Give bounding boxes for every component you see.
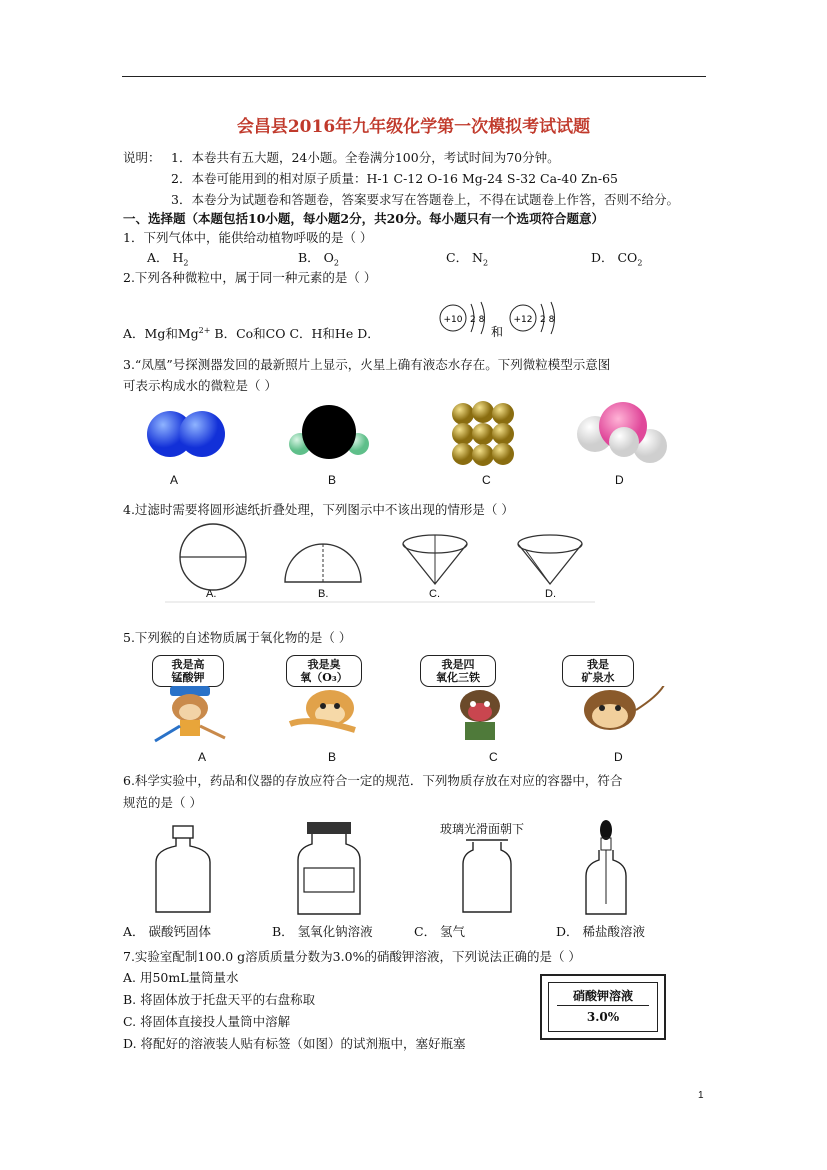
atom1-core: +10 <box>443 315 463 325</box>
q5-bubble-a: 我是高 锰酸钾 <box>152 655 224 687</box>
q3-stem-line2: 可表示构成水的微粒是（ ） <box>123 378 277 393</box>
q5-label-d: D <box>614 750 623 764</box>
note-3: 3．本卷分为试题卷和答题卷，答案要求写在答题卷上，不得在试题卷上作答，否则不给分。 <box>171 192 679 207</box>
q2-options: A．Mg和$Mg^{2+}$ B．Co和CO C．H和He D． <box>123 325 380 341</box>
q4-label-b: B. <box>318 588 329 600</box>
molecule-b <box>289 405 369 459</box>
q5-bubble-b: 我是臭 氧（O₃） <box>286 655 362 687</box>
q2-stem: 2.下列各种微粒中，属于同一种元素的是（ ） <box>123 270 377 285</box>
reagent-label-value: 3.0% <box>586 1010 620 1024</box>
q7-option-c: C. 将固体直接投人量筒中溶解 <box>123 1014 291 1029</box>
q4-filter-paper-figures <box>165 522 595 606</box>
q4-label-d: D. <box>545 588 556 600</box>
dropper-bottle-icon <box>586 820 626 914</box>
q5-label-b: B <box>328 750 337 764</box>
atom-and: 和 <box>491 325 504 339</box>
wide-mouth-bottle-icon <box>156 826 210 912</box>
atom2-shells: 2 8 <box>540 315 555 325</box>
header-rule <box>122 76 706 77</box>
monkey-b-icon <box>290 690 355 730</box>
q3-label-a: A <box>170 473 179 487</box>
q5-label-c: C <box>489 750 498 764</box>
q3-label-d: D <box>615 473 624 487</box>
filter-figure-b <box>285 544 361 582</box>
q6-option-b: B． 氢氧化钠溶液 <box>272 924 373 939</box>
q7-option-a: A. 用50mL量筒量水 <box>123 970 239 985</box>
q1-option-b: B． $O_2$ <box>298 250 340 268</box>
q1-stem: 1．下列气体中，能供给动植物呼吸的是（ ） <box>123 230 373 245</box>
q7-option-d: D. 将配好的溶液装人贴有标签（如图）的试剂瓶中，塞好瓶塞 <box>123 1036 466 1051</box>
page-title: 会昌县2016年九年级化学第一次模拟考试试题 <box>236 117 591 137</box>
q5-monkey-illustrations <box>140 686 700 746</box>
q1-option-d: D． $CO_2$ <box>591 250 643 268</box>
q5-stem: 5.下列猴的自述物质属于氧化物的是（ ） <box>123 630 352 645</box>
q3-label-b: B <box>328 473 337 487</box>
molecule-c <box>452 401 514 466</box>
q1-option-c: C． $N_2$ <box>446 250 489 268</box>
gas-jar-icon <box>463 840 511 912</box>
q1-option-a: A． $H_2$ <box>147 250 189 268</box>
q4-label-a: A. <box>206 588 217 600</box>
q5-bubble-c: 我是四 氧化三铁 <box>420 655 496 687</box>
q6-option-c: C． 氢气 <box>414 924 466 939</box>
q6-option-a: A． 碳酸钙固体 <box>123 924 212 939</box>
monkey-d-icon <box>584 686 666 730</box>
notes-prefix: 说明： <box>123 150 161 165</box>
q3-molecule-models <box>140 398 700 470</box>
atom1-shells: 2 8 <box>470 315 485 325</box>
q4-label-c: C. <box>429 588 440 600</box>
section-heading: 一、选择题（本题包括10小题，每小题2分，共20分。每小题只有一个选项符合题意） <box>123 211 604 226</box>
monkey-c-icon <box>460 690 500 740</box>
q6-stem-line1: 6.科学实验中，药品和仪器的存放应符合一定的规范．下列物质存放在对应的容器中，符合 <box>123 773 623 788</box>
filter-figure-c <box>403 535 467 584</box>
reagent-bottle-with-label-icon <box>298 822 360 914</box>
reagent-label-figure <box>540 974 666 1040</box>
atom-diagrams <box>435 298 575 342</box>
atom-structure-neon <box>440 302 485 334</box>
q6-option-d: D． 稀盐酸溶液 <box>556 924 645 939</box>
monkey-a-icon <box>155 686 225 741</box>
reagent-label-inner <box>548 982 658 1032</box>
note-1: 1．本卷共有五大题，24小题。全卷满分100分，考试时间为70分钟。 <box>171 150 560 165</box>
q3-stem-line1: 3.“凤凰”号探测器发回的最新照片上显示，火星上确有液态水存在。下列微粒模型示意图 <box>123 357 611 372</box>
q5-bubble-d: 我是 矿泉水 <box>562 655 634 687</box>
q6-stem-line2: 规范的是（ ） <box>123 795 202 810</box>
q3-label-c: C <box>482 473 491 487</box>
reagent-label-divider <box>557 1005 649 1006</box>
q5-label-a: A <box>198 750 207 764</box>
reagent-label-name: 硝酸钾溶液 <box>572 989 633 1003</box>
q6-caption: 玻璃光滑面朝下 <box>440 822 525 836</box>
note-2: 2．本卷可能用到的相对原子质量：H-1 C-12 O-16 Mg-24 S-32 Ca-40 Zn-65 <box>171 171 618 186</box>
q7-stem: 7.实验室配制100.0 g溶质质量分数为3.0%的硝酸钾溶液，下列说法正确的是（ ） <box>123 949 581 964</box>
atom2-core: +12 <box>513 315 533 325</box>
q4-stem: 4.过滤时需要将圆形滤纸折叠处理，下列图示中不该出现的情形是（ ） <box>123 502 514 517</box>
atom-structure-magnesium <box>510 302 555 334</box>
page-number: 1 <box>698 1090 704 1101</box>
q7-option-b: B. 将固体放于托盘天平的右盘称取 <box>123 992 316 1007</box>
molecule-d <box>577 402 667 463</box>
filter-figure-a <box>180 524 246 590</box>
molecule-a <box>147 411 225 457</box>
q6-container-figures <box>140 820 660 920</box>
filter-figure-d <box>518 535 582 584</box>
